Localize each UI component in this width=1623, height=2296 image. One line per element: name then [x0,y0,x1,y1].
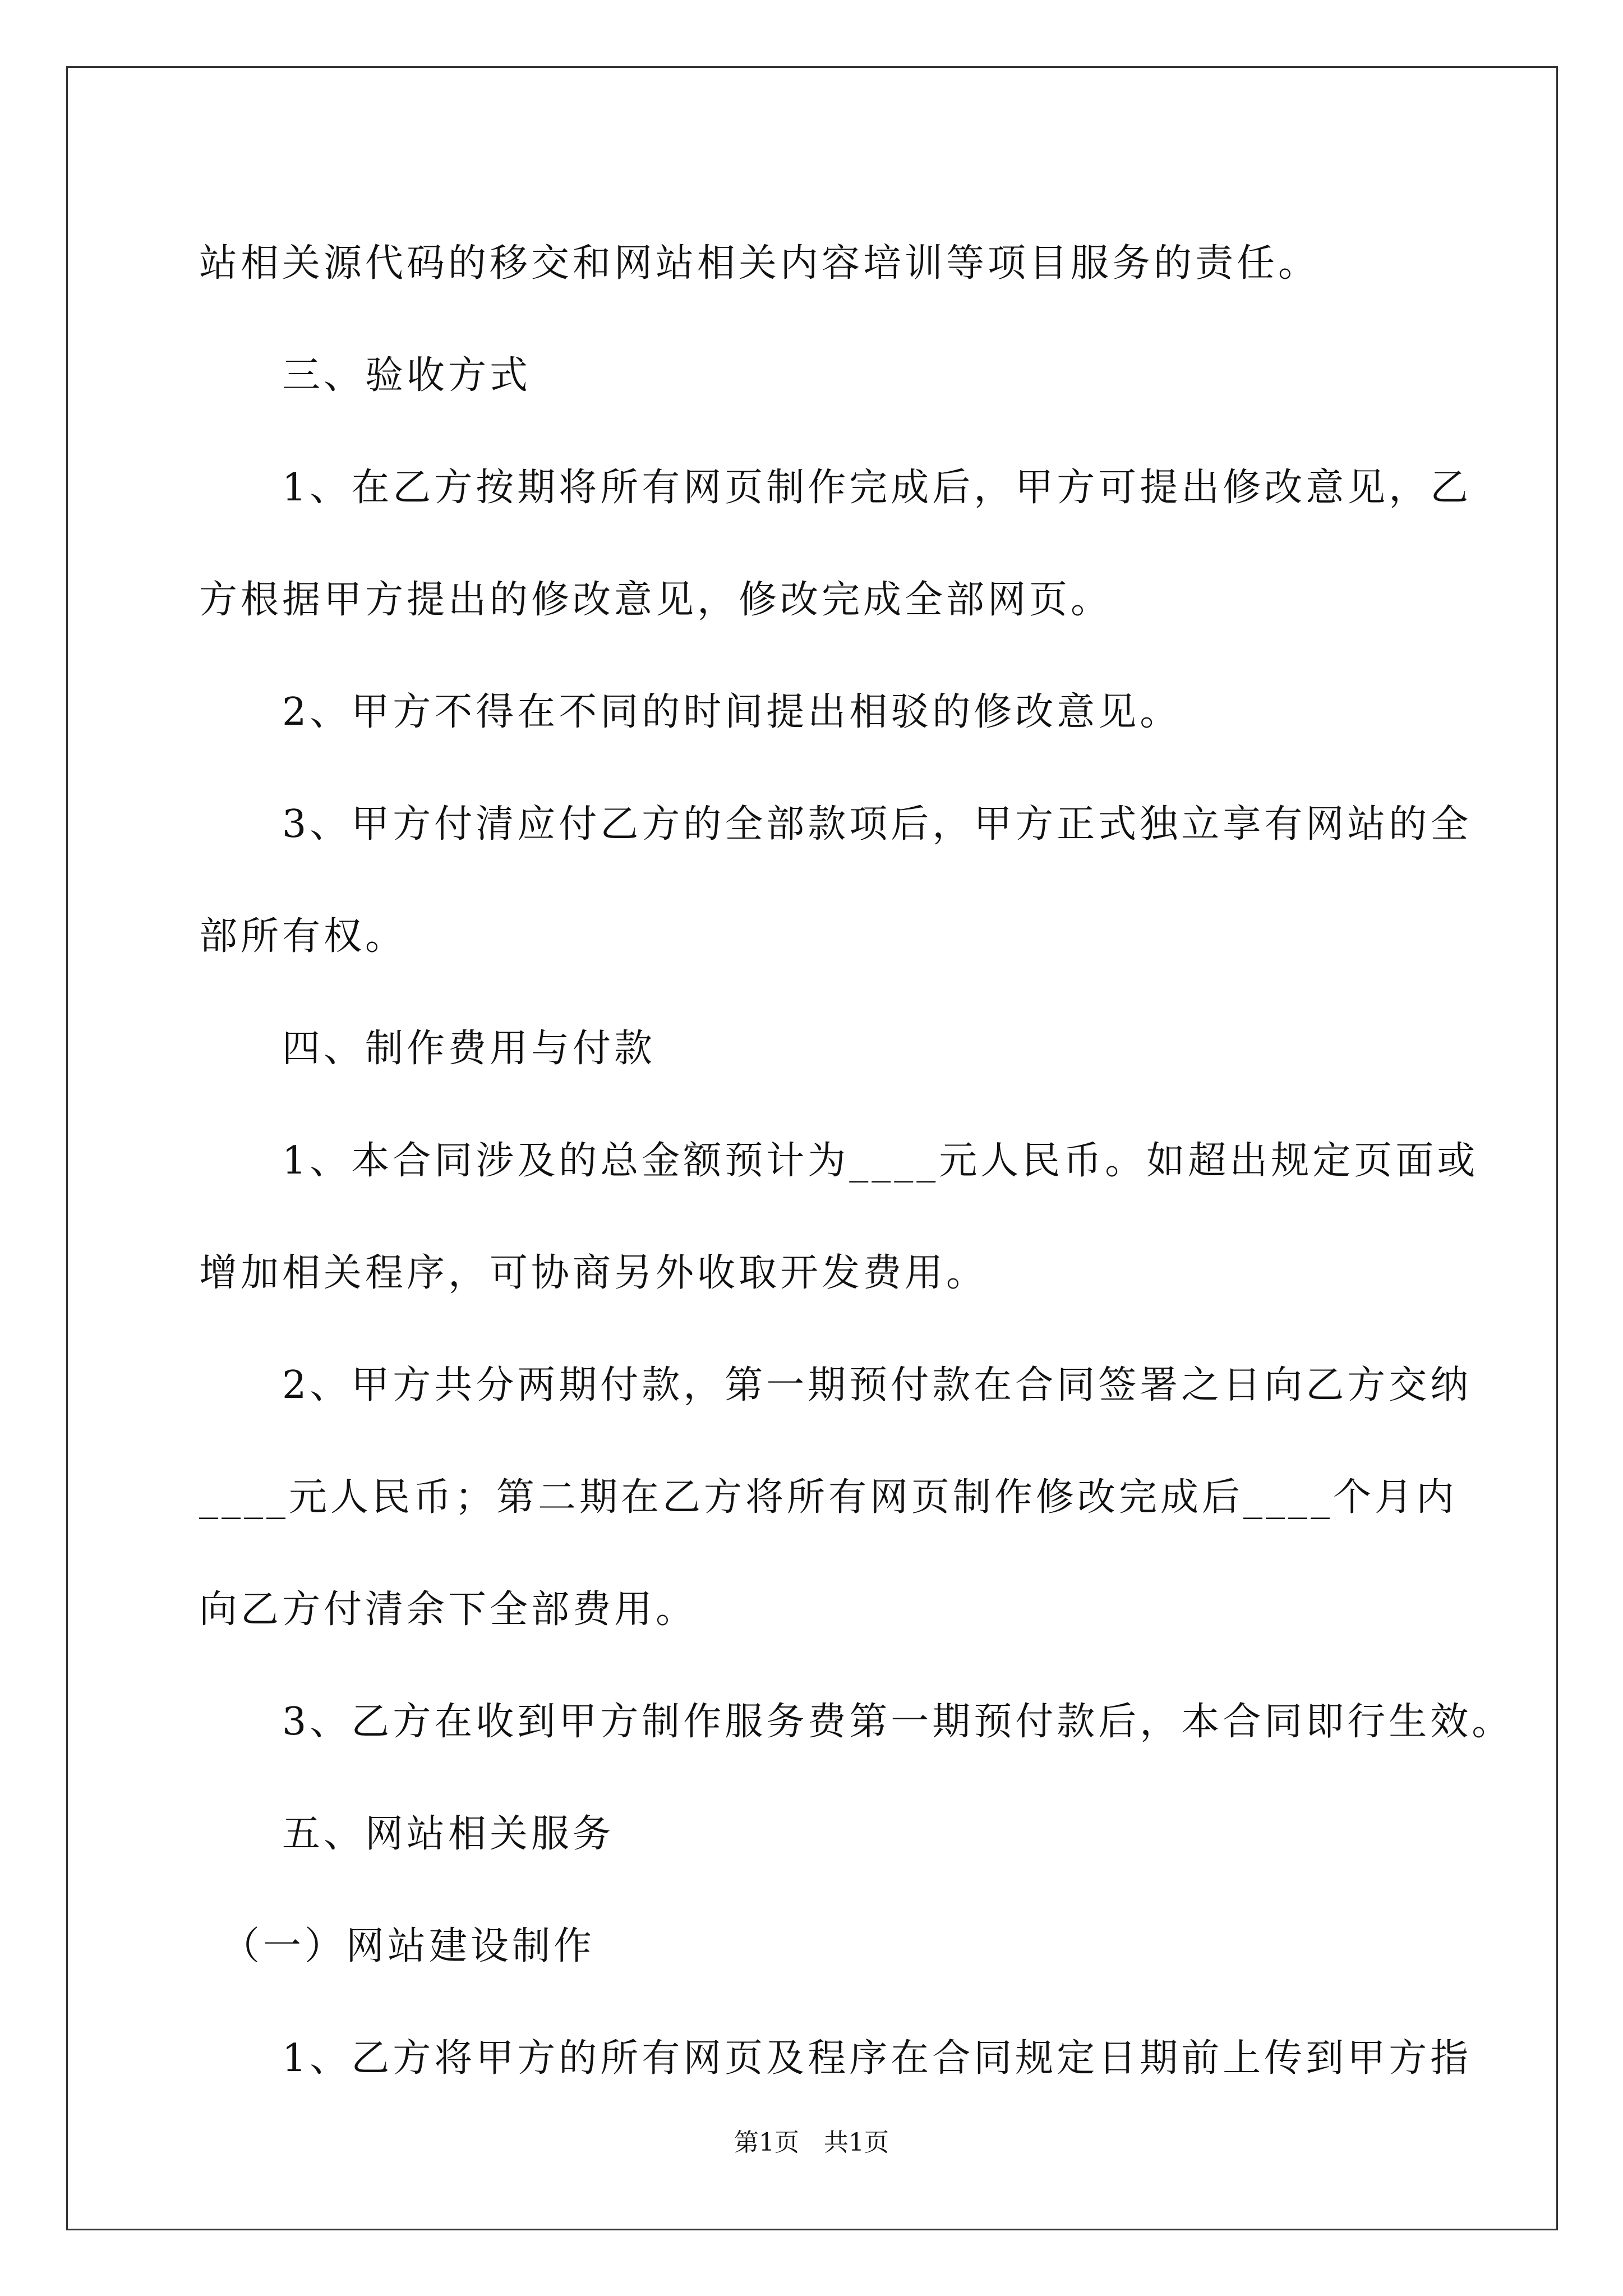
text-line: 向乙方付清余下全部费用。 [199,1588,698,1632]
section-heading: 四、制作费用与付款 [199,1027,656,1071]
document-body [199,208,1514,2115]
section-heading: 三、验收方式 [199,353,532,398]
text-line: 1、乙方将甲方的所有网页及程序在合同规定日期前上传到甲方指 [199,2036,1472,2081]
text-line: 3、乙方在收到甲方制作服务费第一期预付款后，本合同即行生效。 [199,1700,1514,1744]
subsection-heading: （一）网站建设制作 [199,1924,596,1968]
text-line: 部所有权。 [199,914,407,959]
text-line: 3、甲方付清应付乙方的全部款项后，甲方正式独立享有网站的全 [199,802,1472,846]
text-line: 1、在乙方按期将所有网页制作完成后，甲方可提出修改意见，乙 [199,466,1472,510]
page-footer: 第1页 共1页 [734,2128,889,2157]
text-line: 1、本合同涉及的总金额预计为____元人民币。如超出规定页面或 [199,1139,1479,1183]
text-line: 2、甲方共分两期付款，第一期预付款在合同签署之日向乙方交纳 [199,1363,1472,1407]
text-line: ____元人民币；第二期在乙方将所有网页制作修改完成后____个月内 [199,1475,1458,1520]
text-line: 增加相关程序，可协商另外收取开发费用。 [199,1251,988,1295]
text-line: 站相关源代码的移交和网站相关内容培训等项目服务的责任。 [199,241,1320,286]
section-heading: 五、网站相关服务 [199,1812,615,1856]
text-line: 2、甲方不得在不同的时间提出相驳的修改意见。 [199,690,1182,734]
text-line: 方根据甲方提出的修改意见，修改完成全部网页。 [199,578,1113,622]
